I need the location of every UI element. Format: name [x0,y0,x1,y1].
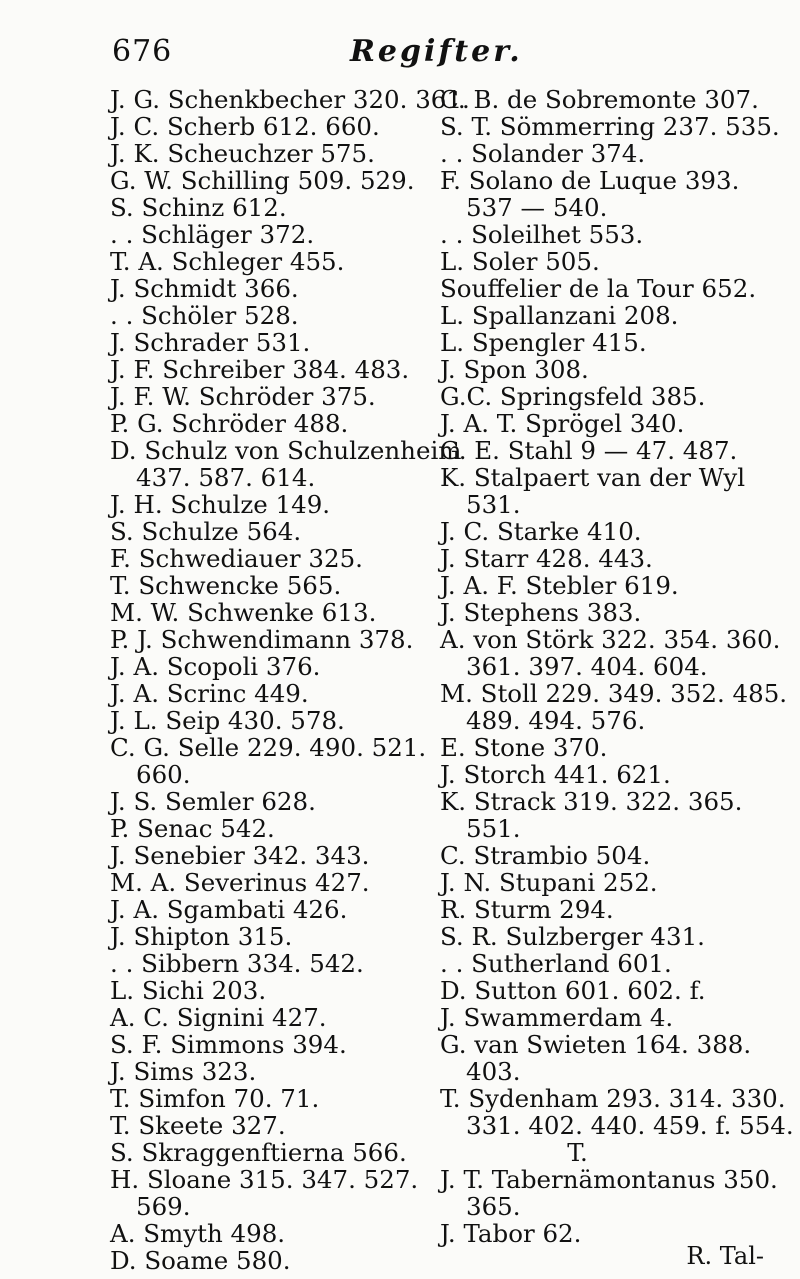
index-entry: . . Soleilhet 553. [440,220,644,249]
index-entry: J. Schrader 531. [110,328,311,357]
index-entry: L. Spallanzani 208. [440,301,679,330]
index-entry: J. A. T. Sprögel 340. [440,409,685,438]
index-entry: J. Shipton 315. [110,922,293,951]
index-entry: . . Schöler 528. [110,301,299,330]
index-entry: M. Stoll 229. 349. 352. 485. [440,679,788,708]
index-entry-continuation: 437. 587. 614. [136,463,316,492]
index-entry: H. Sloane 315. 347. 527. [110,1165,419,1194]
index-entry: D. Sutton 601. 602. f. [440,976,706,1005]
index-column-left [110,85,470,1275]
index-entry-continuation: 365. [466,1192,521,1221]
index-entry-continuation: 361. 397. 404. 604. [466,652,708,681]
index-entry: D. Schulz von Schulzenheim [110,436,462,465]
index-entry: D. Soame 580. [110,1246,291,1275]
index-entry: . . Sutherland 601. [440,949,672,978]
index-entry: J. Senebier 342. 343. [110,841,370,870]
index-entry: J. A. Sgambati 426. [110,895,348,924]
index-entry: F. Schwediauer 325. [110,544,363,573]
index-entry: K. Stalpaert van der Wyl [440,463,746,492]
index-entry: S. T. Sömmerring 237. 535. [440,112,780,141]
index-entry: A. C. Signini 427. [110,1003,327,1032]
index-entry: J. N. Stupani 252. [440,868,658,897]
index-entry: R. Sturm 294. [440,895,614,924]
index-entry: F. Solano de Luque 393. [440,166,740,195]
index-entry: . . Solander 374. [440,139,646,168]
index-entry: J. C. Starke 410. [440,517,642,546]
index-entry: J. F. Schreiber 384. 483. [110,355,410,384]
index-entry: A. Smyth 498. [110,1219,286,1248]
index-entry: J. Storch 441. 621. [440,760,671,789]
index-entry: K. Strack 319. 322. 365. [440,787,743,816]
catchword: R. Tal- [686,1242,764,1270]
index-entry-continuation: 331. 402. 440. 459. f. 554. [466,1111,794,1140]
index-entry: M. A. Severinus 427. [110,868,370,897]
index-entry: T. A. Schleger 455. [110,247,345,276]
index-entry-continuation: 531. [466,490,521,519]
index-entry: J. L. Seip 430. 578. [110,706,345,735]
running-head: Regifter. [350,34,523,69]
page-number: 676 [112,34,173,69]
index-entry: C. B. de Sobremonte 307. [440,85,759,114]
index-entry: J. T. Tabernämontanus 350. [440,1165,778,1194]
index-entry: T. Simfon 70. 71. [110,1084,320,1113]
index-entry: T. Skeete 327. [110,1111,286,1140]
index-entry: S. F. Simmons 394. [110,1030,347,1059]
index-entry-continuation: 569. [136,1192,191,1221]
index-entry: S. R. Sulzberger 431. [440,922,705,951]
index-entry: E. Stone 370. [440,733,608,762]
index-entry: J. K. Scheuchzer 575. [110,139,375,168]
index-entry: S. Schinz 612. [110,193,287,222]
index-entry-continuation: 537 — 540. [466,193,608,222]
index-entry: J. Starr 428. 443. [440,544,653,573]
index-entry: J. A. Scrinc 449. [110,679,309,708]
index-entry: P. J. Schwendimann 378. [110,625,414,654]
index-entry: L. Sichi 203. [110,976,267,1005]
index-entry: M. W. Schwenke 613. [110,598,377,627]
index-entry: P. G. Schröder 488. [110,409,349,438]
index-entry-continuation: 489. 494. 576. [466,706,646,735]
index-entry-continuation: 660. [136,760,191,789]
index-entry: L. Spengler 415. [440,328,647,357]
index-entry: T. Schwencke 565. [110,571,342,600]
index-entry: J. G. Schenkbecher 320. 361. [110,85,470,114]
index-entry: J. A. Scopoli 376. [110,652,321,681]
index-entry: J. S. Semler 628. [110,787,316,816]
index-entry: J. Tabor 62. [440,1219,582,1248]
index-entry-continuation: 403. [466,1057,521,1086]
index-entry: G. van Swieten 164. 388. [440,1030,752,1059]
index-entry: L. Soler 505. [440,247,600,276]
index-entry: J. Schmidt 366. [110,274,299,303]
index-entry: P. Senac 542. [110,814,275,843]
index-entry: J. Stephens 383. [440,598,642,627]
index-entry-continuation: 551. [466,814,521,843]
index-entry: . . Sibbern 334. 542. [110,949,364,978]
index-entry: J. F. W. Schröder 375. [110,382,376,411]
index-entry: T. Sydenham 293. 314. 330. [440,1084,786,1113]
index-entry: Souffelier de la Tour 652. [440,274,757,303]
index-entry: C. Strambio 504. [440,841,651,870]
index-entry: J. C. Scherb 612. 660. [110,112,380,141]
index-entry: C. G. Selle 229. 490. 521. [110,733,427,762]
index-entry: S. Skraggenftierna 566. [110,1138,407,1167]
index-entry: J. H. Schulze 149. [110,490,331,519]
index-entry: . . Schläger 372. [110,220,315,249]
index-entry: J. A. F. Stebler 619. [440,571,679,600]
index-entry: G.C. Springsfeld 385. [440,382,706,411]
index-entry: J. Spon 308. [440,355,589,384]
index-entry: J. Swammerdam 4. [440,1003,674,1032]
index-entry: G. E. Stahl 9 — 47. 487. [440,436,738,465]
section-letter-heading: T. [567,1138,588,1167]
index-column-right [440,86,795,1247]
index-entry: J. Sims 323. [110,1057,257,1086]
index-entry: S. Schulze 564. [110,517,302,546]
index-entry: A. von Störk 322. 354. 360. [440,625,781,654]
index-entry: G. W. Schilling 509. 529. [110,166,415,195]
